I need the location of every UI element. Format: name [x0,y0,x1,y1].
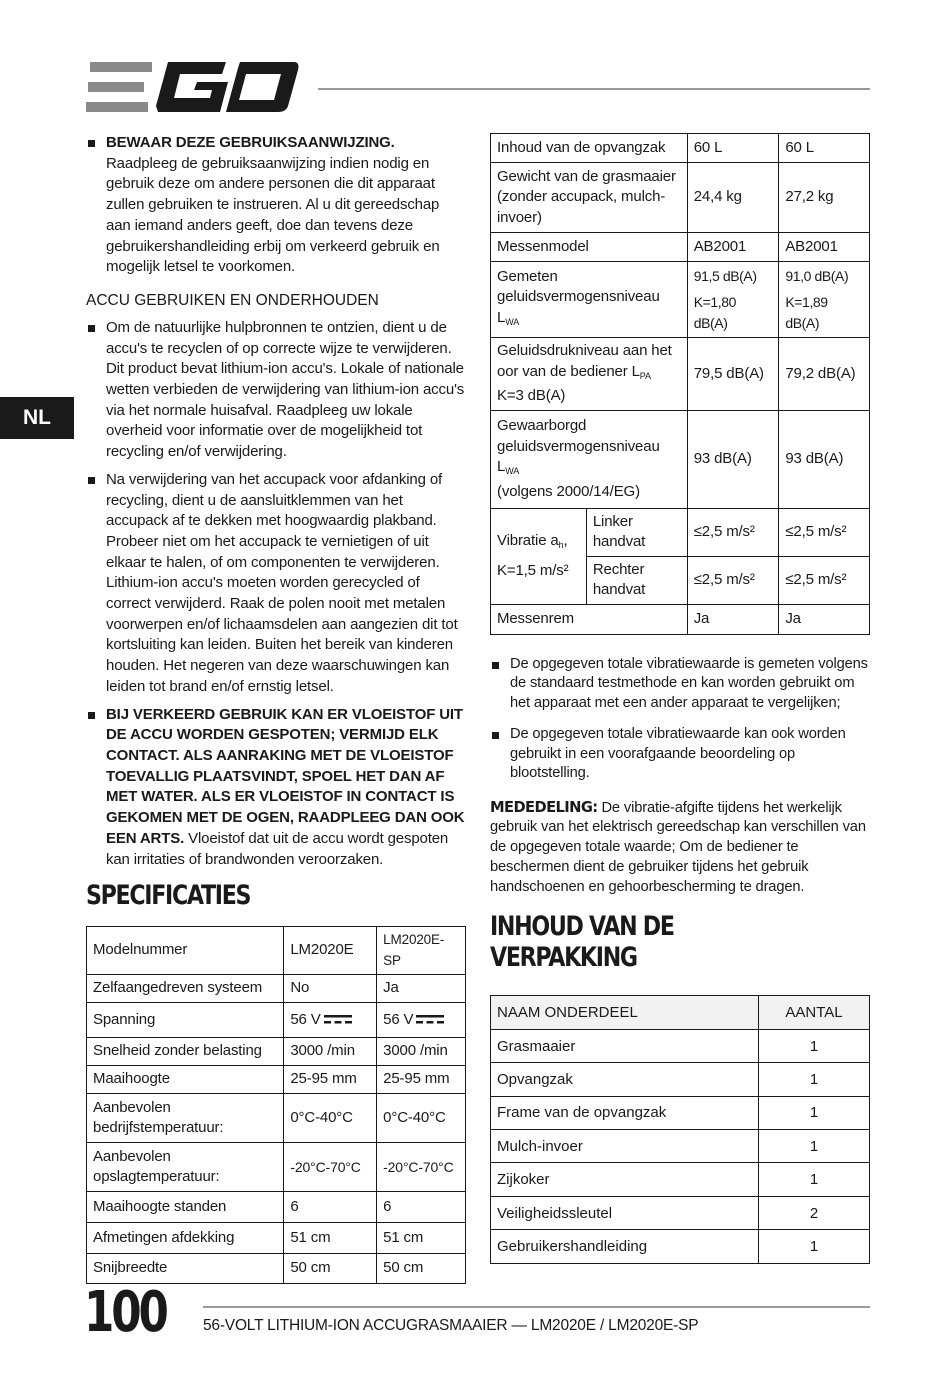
table-row: Zelfaangedreven systeem No Ja [87,975,466,1003]
table-row: Maaihoogte standen 6 6 [87,1192,466,1223]
list-item: BEWAAR DEZE GEBRUIKSAANWIJZING. Raadpleeg de gebruiksaanwijzing indien nodig en gebruik deze om andere personen die dit apparaat zullen gebruiken te instrueren. Al u dit gereedschap aan iemand anders geeft, doe dan tevens deze gebruikershandleiding erbij om verkeerd gebruik en mogelijk letsel te voorkomen. [86,133,466,278]
table-row: Geluidsdrukniveau aan het oor van de bediener $L_{PA}$ K=3 dB(A) 79,5 dB(A) 79,2 dB(A) [491,338,870,411]
battery-bullets [86,318,466,870]
table-row: Mulch-invoer 1 [491,1130,870,1163]
spec-title: SPECIFICATIES [86,880,251,912]
package-contents-title: INHOUD VAN DE VERPAKKING [490,911,674,974]
table-row: Gebruikershandleiding 1 [491,1230,870,1263]
table-header-row: NAAM ONDERDEEL AANTAL [491,996,870,1029]
table-row: Snijbreedte 50 cm 50 cm [87,1254,466,1284]
header-rule [318,88,870,90]
footer-text: 56-VOLT LITHIUM-ION ACCUGRASMAAIER — LM2020E / LM2020E-SP [203,1317,699,1334]
list-item: De opgegeven totale vibratiewaarde kan ook worden gebruikt in een voorafgaande beoordeling op blootstelling. [490,725,870,784]
page-number: 100 [84,1280,166,1345]
table-row: Opvangzak 1 [491,1063,870,1096]
table-row: Aanbevolen opslagtemperatuur: -20°C-70°C -20°C-70°C [87,1143,466,1192]
spec-table-left [86,926,466,1284]
list-item: BIJ VERKEERD GEBRUIK KAN ER VLOEISTOF UIT DE ACCU WORDEN GESPOTEN; VERMIJD ELK CONTACT. ALS AANRAKING MET DE VLOEISTOF TOEVALLIG PLAATSVINDT, SPOEL HET DAN AF MET WATER. ALS ER VLOEISTOF IN CONTACT IS GEKOMEN MET DE OGEN, RAADPLEEG DAN OOK EEN ARTS. Vloeistof dat uit de accu wordt gespoten kan irritaties of brandwonden veroorzaken. [86,705,466,871]
spec-table-right [490,133,870,635]
battery-heading: ACCU GEBRUIKEN EN ONDERHOUDEN [86,291,379,309]
table-row: Spanning 56 V 56 V [87,1003,466,1038]
dc-voltage-icon [416,1015,444,1025]
ego-logo [86,62,300,114]
dc-voltage-icon [324,1015,352,1025]
vibration-notes [490,655,870,784]
table-row: Gewaarborgd geluidsvermogensniveau $L_{WA}$ (volgens 2000/14/EG) 93 dB(A) 93 dB(A) [491,410,870,508]
table-row: Aanbevolen bedrijfstemperatuur: 0°C-40°C 0°C-40°C [87,1094,466,1143]
table-row: Veiligheidssleutel 2 [491,1196,870,1229]
table-row: Rechter handvat ≤2,5 m/s² ≤2,5 m/s² [491,556,870,604]
table-row: Frame van de opvangzak 1 [491,1096,870,1129]
left-column [86,133,466,911]
table-row: Afmetingen afdekking 51 cm 51 cm [87,1223,466,1254]
list-item: Om de natuurlijke hulpbronnen te ontzien, dient u de accu's te recyclen of op correcte wijze te verwijderen. Dit product bevat lithium-ion accu's. Lokale of nationale wetten verbieden de verwijdering van lithium-ion accu's via het normale huisafval. Raadpleeg uw lokale overheid voor informatie over de mogelijkheid tot recycling en/of verwijdering. [86,318,466,463]
list-item: De opgegeven totale vibratiewaarde is gemeten volgens de standaard testmethode en kan worden gebruikt om het apparaat met een ander apparaat te vergelijken; [490,655,870,714]
table-row: Vibratie $a_h$, K=1,5 m/s² Linker handvat ≤2,5 m/s² ≤2,5 m/s² [491,508,870,556]
table-row: Gewicht van de grasmaaier (zonder accupack, mulch-invoer) 24,4 kg 27,2 kg [491,163,870,233]
top-bullets [86,133,466,278]
notice-paragraph: MEDEDELING: De vibratie-afgifte tijdens het werkelijk gebruik van het elektrisch gereedschap kan verschillen van de opgegeven totale waarde; Om de bediener te beschermen dient de gebruiker tijdens het gebruik handschoenen en gehoorbescherming te dragen. [490,798,866,895]
table-row: Zijkoker 1 [491,1163,870,1196]
table-row: Gemeten geluidsvermogensniveau $L_{WA}$ 91,5 dB(A) K=1,80 dB(A) 91,0 dB(A) K=1,89 dB(A) [491,262,870,338]
language-tab: NL [0,397,74,439]
list-item: Na verwijdering van het accupack voor afdanking of recycling, dient u de aansluitklemmen van het accupack af te dekken met hoogwaardig plakband. Probeer niet om het accupack te vernietigen of uit elkaar te halen, of om componenten te verwijderen. Lithium-ion accu's moeten worden gerecycled of correct verwijderd. Raak de polen nooit met metalen voorwerpen en/of lichaamsdelen aan aangezien dit tot kortsluiting kan leiden. Buiten het bereik van kinderen houden. Het negeren van deze waarschuwingen kan leiden tot brand en/of ernstig letsel. [86,470,466,698]
right-column [490,133,870,1264]
table-row: Maaihoogte 25-95 mm 25-95 mm [87,1066,466,1094]
table-row: Modelnummer LM2020E LM2020E-SP [87,927,466,975]
table-row: Messenrem Ja Ja [491,604,870,634]
table-row: Snelheid zonder belasting 3000 /min 3000 /min [87,1038,466,1066]
table-row: Messenmodel AB2001 AB2001 [491,233,870,262]
package-contents-table [490,995,870,1263]
table-row: Inhoud van de opvangzak 60 L 60 L [491,134,870,163]
footer-rule [203,1306,870,1308]
table-row: Grasmaaier 1 [491,1029,870,1062]
